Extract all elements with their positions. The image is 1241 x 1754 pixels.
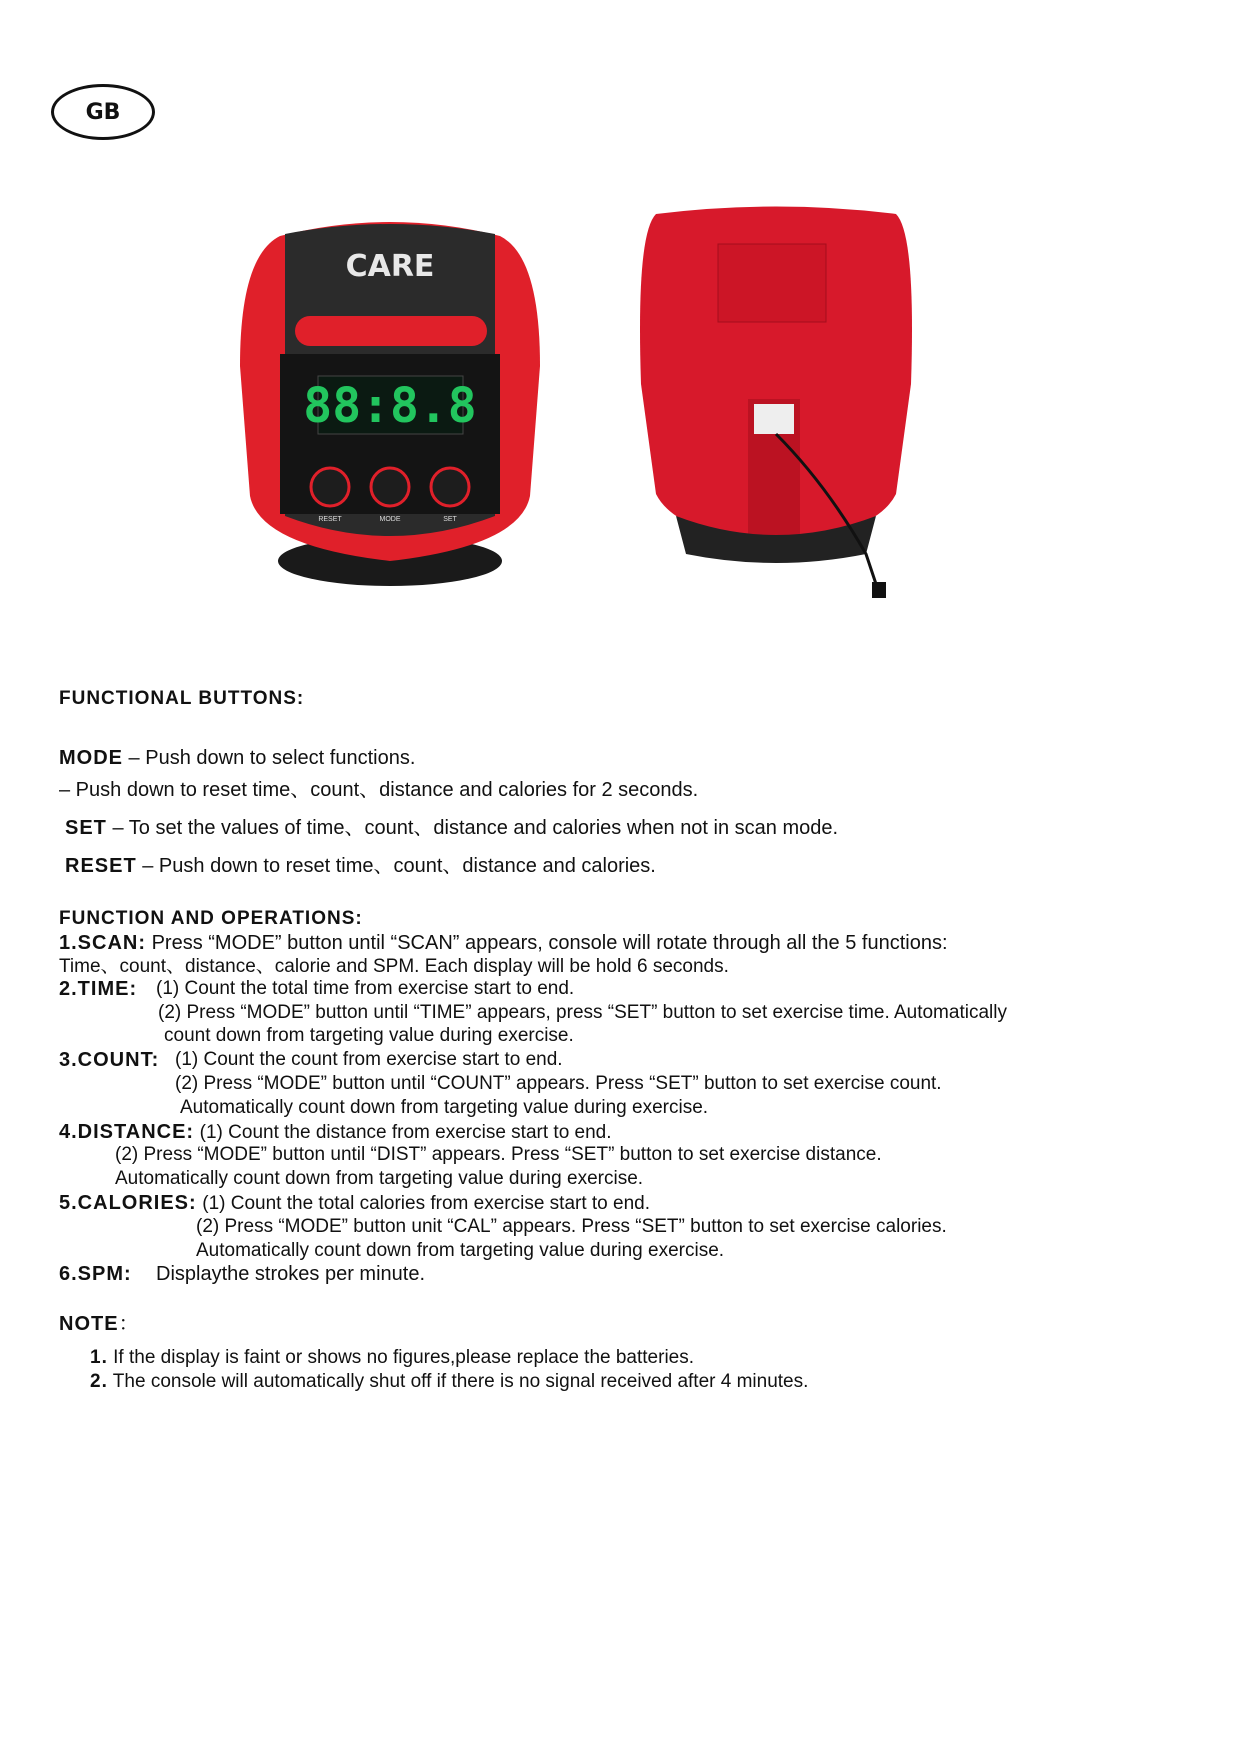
distance-line-3: Automatically count down from targeting value during exercise. [115,1168,644,1189]
mode-label: MODE [59,747,123,769]
time-line-2: (2) Press “MODE” button until “TIME” appears, press “SET” button to set exercise time. Automatically [158,1002,1007,1023]
note-item: 1. If the display is faint or shows no figures,please replace the batteries. [90,1347,695,1368]
brand-logo: CARE [345,249,435,284]
calories-line: 5.CALORIES: (1) Count the total calories from exercise start to end. [59,1192,651,1214]
distance-line-2: (2) Press “MODE” button until “DIST” appears. Press “SET” button to set exercise distance. [115,1144,882,1165]
note-heading: NOTE： [59,1313,139,1335]
console-front-image [240,216,540,596]
reset-button-label: RESET [318,516,342,523]
count-line-2: (2) Press “MODE” button until “COUNT” appears. Press “SET” button to set exercise count. [175,1073,942,1094]
scan-line-2: Time、count、distance、calorie and SPM. Each display will be hold 6 seconds. [59,956,729,977]
reset-label: RESET [65,855,137,877]
mode-description-2: – Push down to reset time、count、distance and calories for 2 seconds. [59,779,699,801]
mode-button-label: MODE [379,516,401,523]
spm-text: Displaythe strokes per minute. [156,1263,426,1285]
set-label: SET [65,817,107,839]
calories-line-2: (2) Press “MODE” button unit “CAL” appears. Press “SET” button to set exercise calories. [196,1216,947,1237]
spm-line: 6.SPM: [59,1263,132,1285]
operations-heading: FUNCTION AND OPERATIONS: [59,908,363,929]
count-line-1: (1) Count the count from exercise start to end. [175,1049,563,1070]
console-back-image [636,204,916,604]
distance-line: 4.DISTANCE: (1) Count the distance from exercise start to end. [59,1121,612,1143]
time-line: 2.TIME: [59,978,138,1000]
functional-buttons-heading: FUNCTIONAL BUTTONS: [59,688,305,709]
scan-line: 1.SCAN: Press “MODE” button until “SCAN” appears, console will rotate through all the 5 functions: [59,932,948,954]
calories-line-3: Automatically count down from targeting value during exercise. [196,1240,725,1261]
set-description: SET – To set the values of time、count、distance and calories when not in scan mode. [65,817,839,839]
reset-description: RESET – Push down to reset time、count、distance and calories. [65,855,656,877]
language-badge: GB [51,84,155,140]
time-line-3: count down from targeting value during exercise. [164,1025,574,1046]
set-button-label: SET [443,516,457,523]
console-display-readout: 88:8.8 [303,378,477,434]
count-line-3: Automatically count down from targeting value during exercise. [180,1097,709,1118]
time-line-1: (1) Count the total time from exercise start to end. [156,978,575,999]
mode-description: MODE – Push down to select functions. [59,747,416,769]
count-line: 3.COUNT: [59,1049,160,1071]
note-item: 2. The console will automatically shut off if there is no signal received after 4 minutes. [90,1371,809,1392]
